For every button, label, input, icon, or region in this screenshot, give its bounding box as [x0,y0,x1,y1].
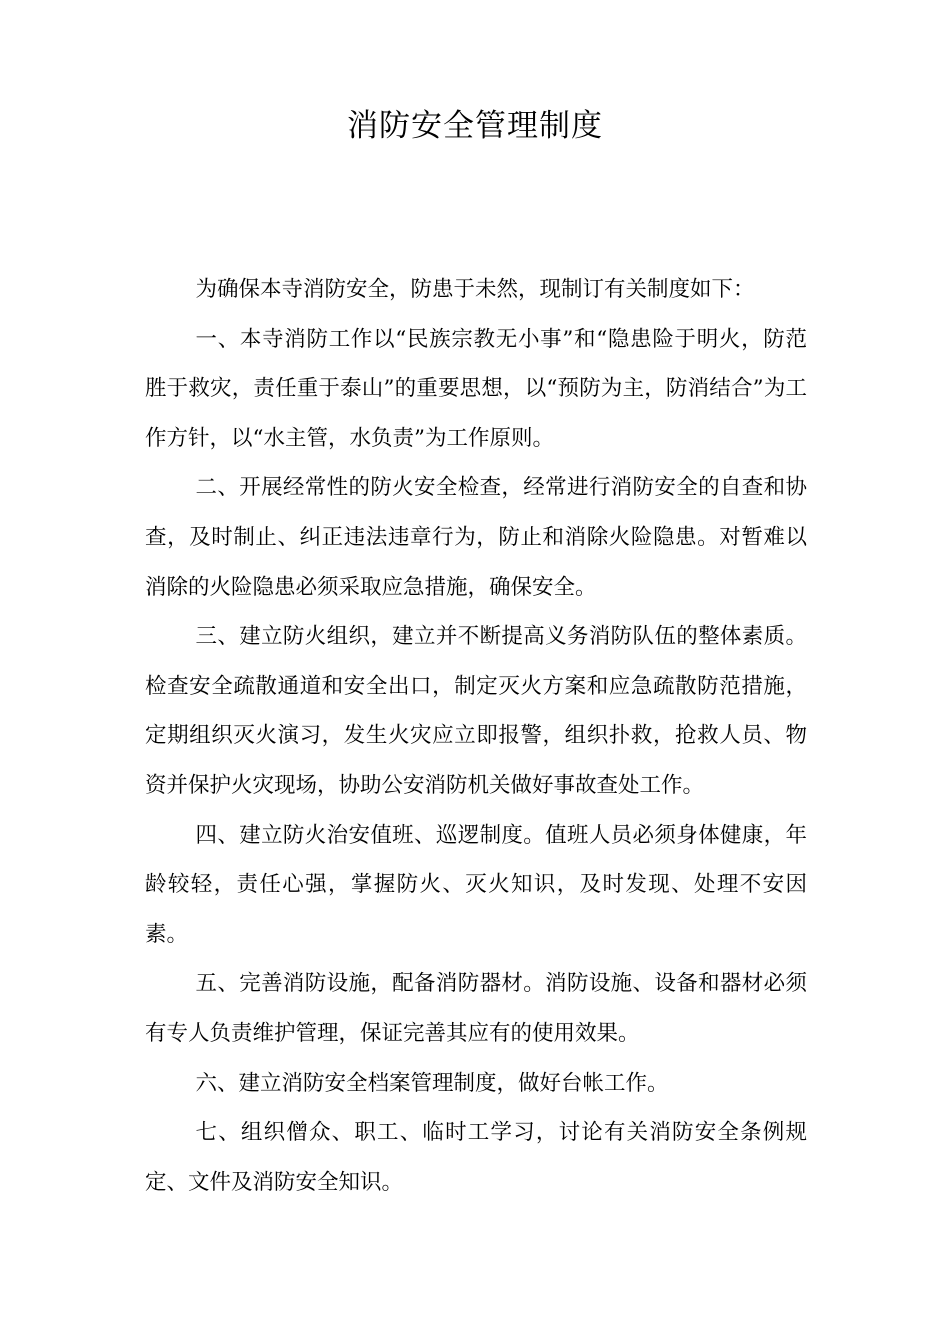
document-body [145,265,807,1207]
paragraph-item-3: 三、建立防火组织，建立并不断提高义务消防队伍的整体素质。检查安全疏散通道和安全出口，制定灭火方案和应急疏散防范措施，定期组织灭火演习，发生火灾应立即报警，组织扑救，抢救人员、物资并保护火灾现场，协助公安消防机关做好事故查处工作。 [145,624,807,798]
paragraph-item-1: 一、本寺消防工作以“民族宗教无小事”和“隐患险于明火，防范胜于救灾，责任重于泰山”的重要思想，以“预防为主，防消结合”为工作方针，以“水主管，水负责”为工作原则。 [145,326,807,451]
paragraph-intro: 为确保本寺消防安全，防患于未然，现制订有关制度如下： [195,277,755,302]
document-title: 消防安全管理制度 [347,108,603,144]
paragraph-item-2: 二、开展经常性的防火安全检查，经常进行消防安全的自查和协查，及时制止、纠正违法违章行为，防止和消除火险隐患。对暂难以消除的火险隐患必须采取应急措施，确保安全。 [145,475,807,600]
paragraph-item-4: 四、建立防火治安值班、巡逻制度。值班人员必须身体健康，年龄较轻，责任心强，掌握防火、灭火知识，及时发现、处理不安因素。 [145,822,807,947]
paragraph-item-7: 七、组织僧众、职工、临时工学习，讨论有关消防安全条例规定、文件及消防安全知识。 [145,1120,807,1195]
paragraph-item-5: 五、完善消防设施，配备消防器材。消防设施、设备和器材必须有专人负责维护管理，保证完善其应有的使用效果。 [145,971,807,1046]
paragraph-item-6: 六、建立消防安全档案管理制度，做好台帐工作。 [195,1070,669,1096]
